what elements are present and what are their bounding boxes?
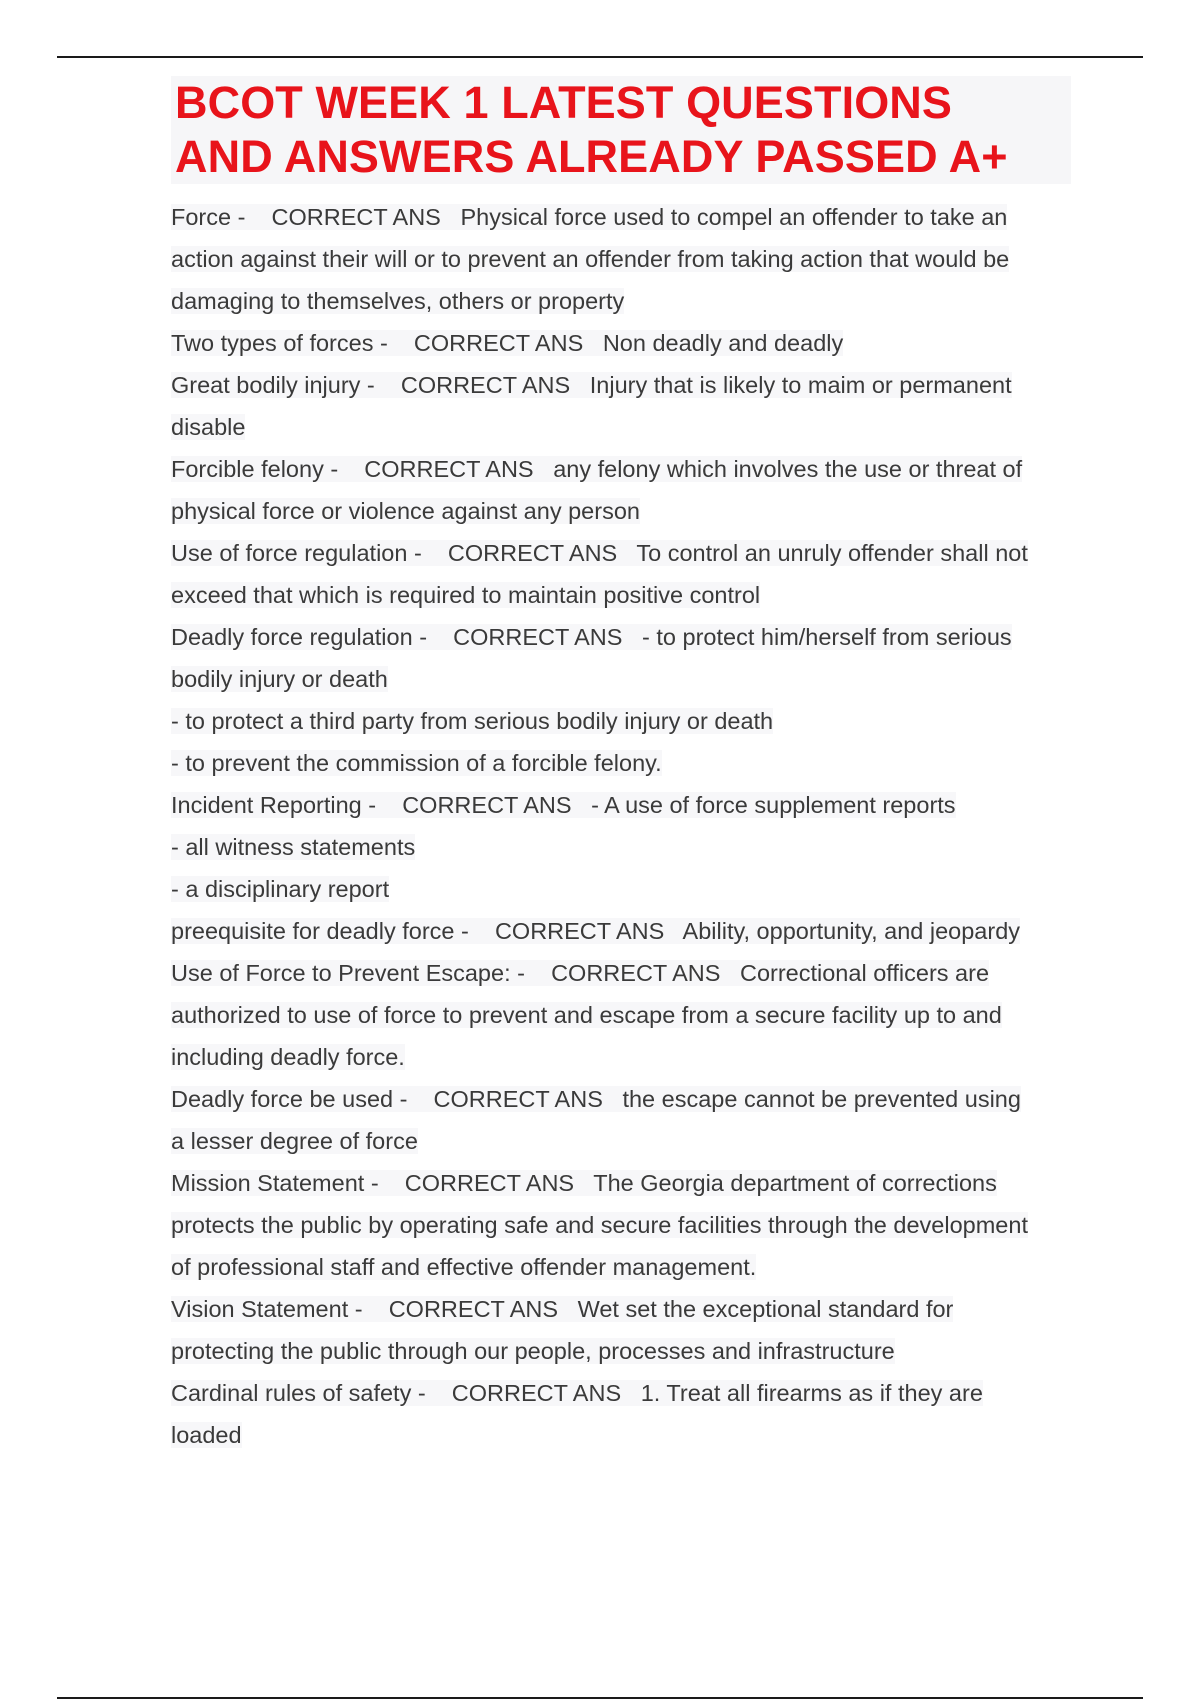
qa-line: Use of Force to Prevent Escape: - CORRECT ANS Correctional officers are [171,960,990,986]
qa-line: - all witness statements [171,834,416,860]
qa-line: including deadly force. [171,1044,405,1070]
qa-line: protecting the public through our people, processes and infrastructure [171,1338,895,1364]
qa-line: disable [171,414,246,440]
qa-line: Two types of forces - CORRECT ANS Non deadly and deadly [171,330,844,356]
qa-line: Mission Statement - CORRECT ANS The Georgia department of corrections [171,1170,997,1196]
qa-line: Cardinal rules of safety - CORRECT ANS 1. Treat all firearms as if they are [171,1380,983,1406]
title-line-1: BCOT WEEK 1 LATEST QUESTIONS [175,77,953,128]
qa-line: of professional staff and effective offender management. [171,1254,757,1280]
qa-line: a lesser degree of force [171,1128,418,1154]
qa-line: damaging to themselves, others or property [171,288,625,314]
qa-list [171,196,1071,1456]
qa-line: loaded [171,1422,242,1448]
document-page [171,76,1071,1456]
qa-line: Deadly force be used - CORRECT ANS the escape cannot be prevented using [171,1086,1021,1112]
qa-line: Incident Reporting - CORRECT ANS - A use of force supplement reports [171,792,956,818]
qa-line: authorized to use of force to prevent and escape from a secure facility up to and [171,1002,1002,1028]
qa-line: Force - CORRECT ANS Physical force used to compel an offender to take an [171,204,1008,230]
qa-line: protects the public by operating safe and secure facilities through the development [171,1212,1028,1238]
qa-line: Great bodily injury - CORRECT ANS Injury that is likely to maim or permanent [171,372,1012,398]
qa-line: Forcible felony - CORRECT ANS any felony which involves the use or threat of [171,456,1023,482]
qa-line: Use of force regulation - CORRECT ANS To control an unruly offender shall not [171,540,1028,566]
qa-line: exceed that which is required to maintain positive control [171,582,761,608]
title-line-2: AND ANSWERS ALREADY PASSED A+ [175,131,1008,182]
qa-line: Vision Statement - CORRECT ANS Wet set the exceptional standard for [171,1296,954,1322]
qa-line: physical force or violence against any person [171,498,640,524]
qa-line: - to prevent the commission of a forcible felony. [171,750,662,776]
qa-line: bodily injury or death [171,666,388,692]
qa-line: - a disciplinary report [171,876,390,902]
document-title [171,76,1071,184]
qa-line: Deadly force regulation - CORRECT ANS - to protect him/herself from serious [171,624,1012,650]
qa-line: action against their will or to prevent an offender from taking action that would be [171,246,1010,272]
top-divider [57,56,1143,58]
bottom-divider [57,1697,1143,1699]
qa-line: preequisite for deadly force - CORRECT ANS Ability, opportunity, and jeopardy [171,918,1021,944]
qa-line: - to protect a third party from serious bodily injury or death [171,708,774,734]
